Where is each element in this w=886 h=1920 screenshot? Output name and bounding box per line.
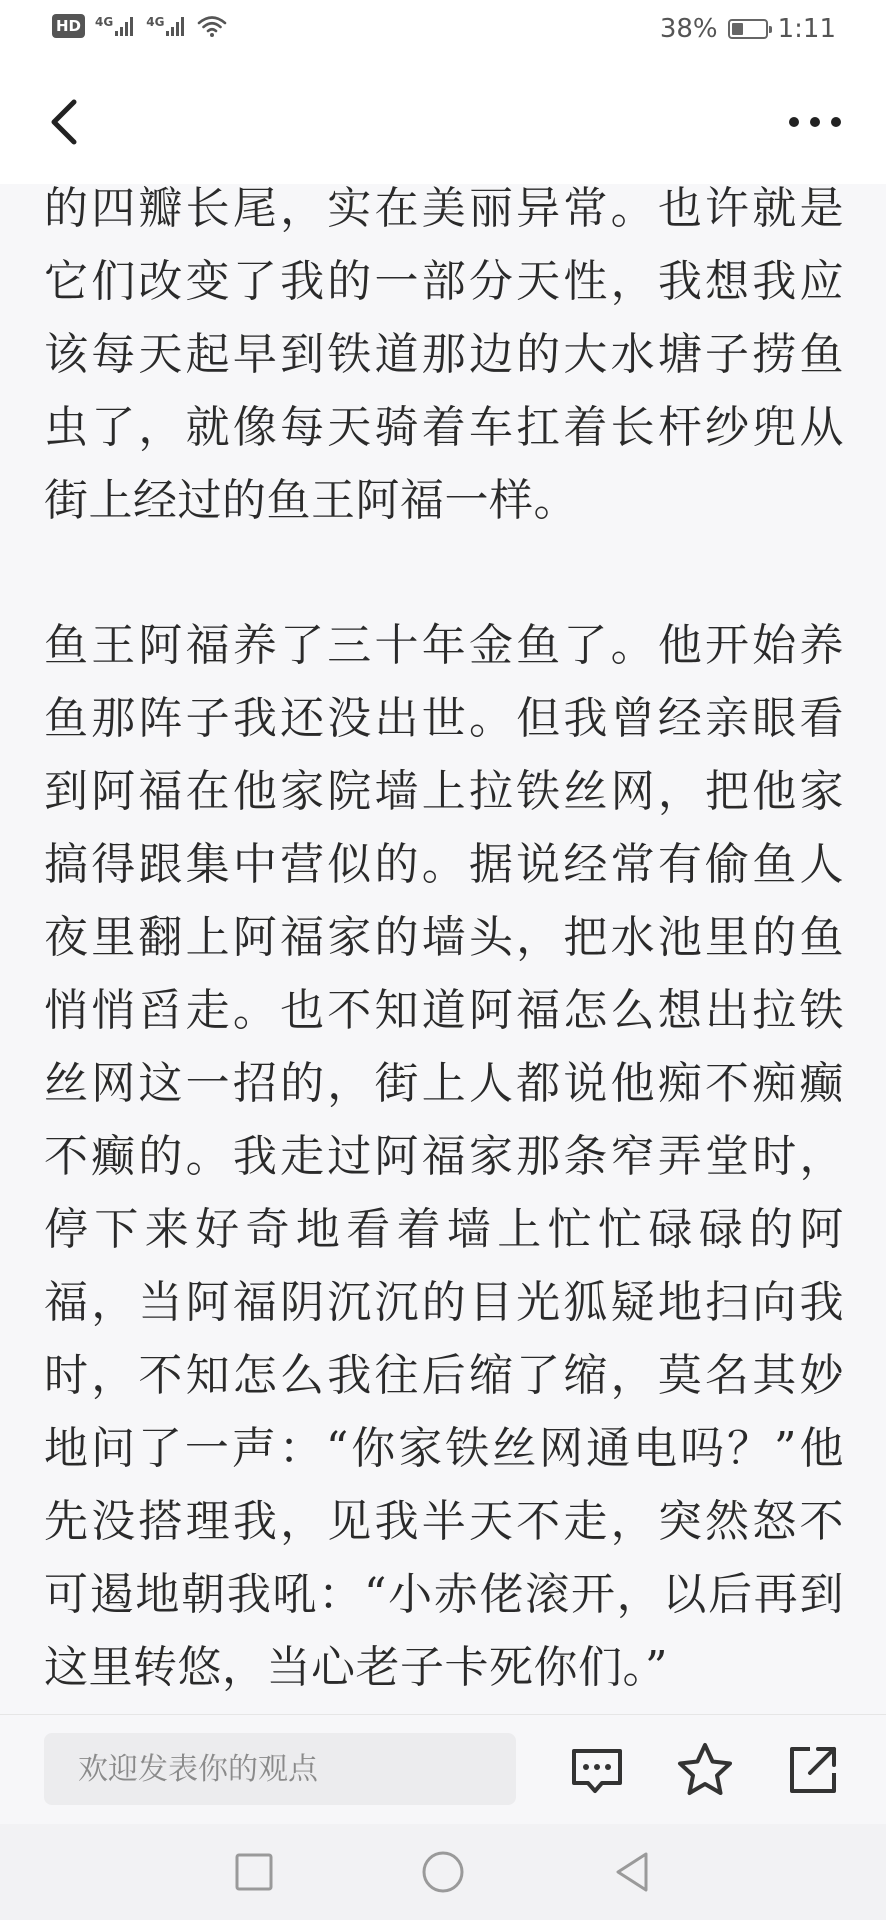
hd-badge: HD: [52, 14, 85, 38]
wifi-icon: [197, 14, 227, 38]
comment-input[interactable]: [44, 1733, 516, 1805]
article-paragraph: 的四瓣长尾，实在美丽异常。也许就是它们改变了我的一部分天性，我想我应该每天起早到铁道那边的大水塘子捞鱼虫了，就像每天骑着车扛着长杆纱兜从街上经过的鱼王阿福一样。: [44, 184, 844, 526]
top-nav-bar: [0, 62, 886, 185]
status-left: [52, 14, 227, 38]
article-body: [44, 184, 844, 1714]
more-horizontal-icon: [780, 92, 850, 152]
battery-percent: 38%: [659, 14, 718, 44]
status-bar: [0, 0, 886, 62]
chevron-left-icon: [40, 92, 100, 152]
signal-2: [146, 15, 187, 37]
battery-icon: [728, 19, 768, 39]
triangle-back-icon: [608, 1848, 656, 1896]
signal-bars-icon: [165, 15, 187, 37]
article-paragraph: 鱼王阿福养了三十年金鱼了。他开始养鱼那阵子我还没出世。但我曾经亲眼看到阿福在他家院墙上拉铁丝网，把他家搞得跟集中营似的。据说经常有偷鱼人夜里翻上阿福家的墙头，把水池里的鱼悄悄舀走。也不知道阿福怎么想出拉铁丝网这一招的，街上人都说他痴不痴癫不癫的。我走过阿福家那条窄弄堂时，停下来好奇地看着墙上忙忙碌碌的阿福，当阿福阴沉沉的目光狐疑地扫向我时，不知怎么我往后缩了缩，莫名其妙地问了一声：“你家铁丝网通电吗？”他先没搭理我，见我半天不走，突然怒不可遏地朝我吼：“小赤佬滚开，以后再到这里转悠，当心老子卡死你们。”: [44, 620, 844, 1693]
signal-1-label: 4G: [95, 15, 114, 29]
comment-icon: [566, 1739, 628, 1801]
square-icon: [230, 1848, 278, 1896]
back-button[interactable]: [40, 92, 100, 152]
share-icon: [782, 1739, 844, 1801]
signal-1: [95, 15, 136, 37]
article-content[interactable]: [0, 184, 886, 1714]
clock: 1:11: [777, 14, 836, 44]
home-button[interactable]: [419, 1848, 467, 1896]
circle-icon: [419, 1848, 467, 1896]
star-icon: [674, 1739, 736, 1801]
signal-bars-icon: [114, 15, 136, 37]
nav-back-button[interactable]: [608, 1848, 656, 1896]
signal-2-label: 4G: [146, 15, 165, 29]
more-options-button[interactable]: [780, 92, 850, 152]
status-right: [660, 14, 836, 44]
system-nav-bar: [0, 1824, 886, 1920]
share-button[interactable]: [782, 1739, 844, 1801]
recent-apps-button[interactable]: [230, 1848, 278, 1896]
comment-button[interactable]: [566, 1739, 628, 1801]
battery-level-fill: [732, 23, 744, 35]
favorite-button[interactable]: [674, 1739, 736, 1801]
comment-bar: [0, 1714, 886, 1825]
